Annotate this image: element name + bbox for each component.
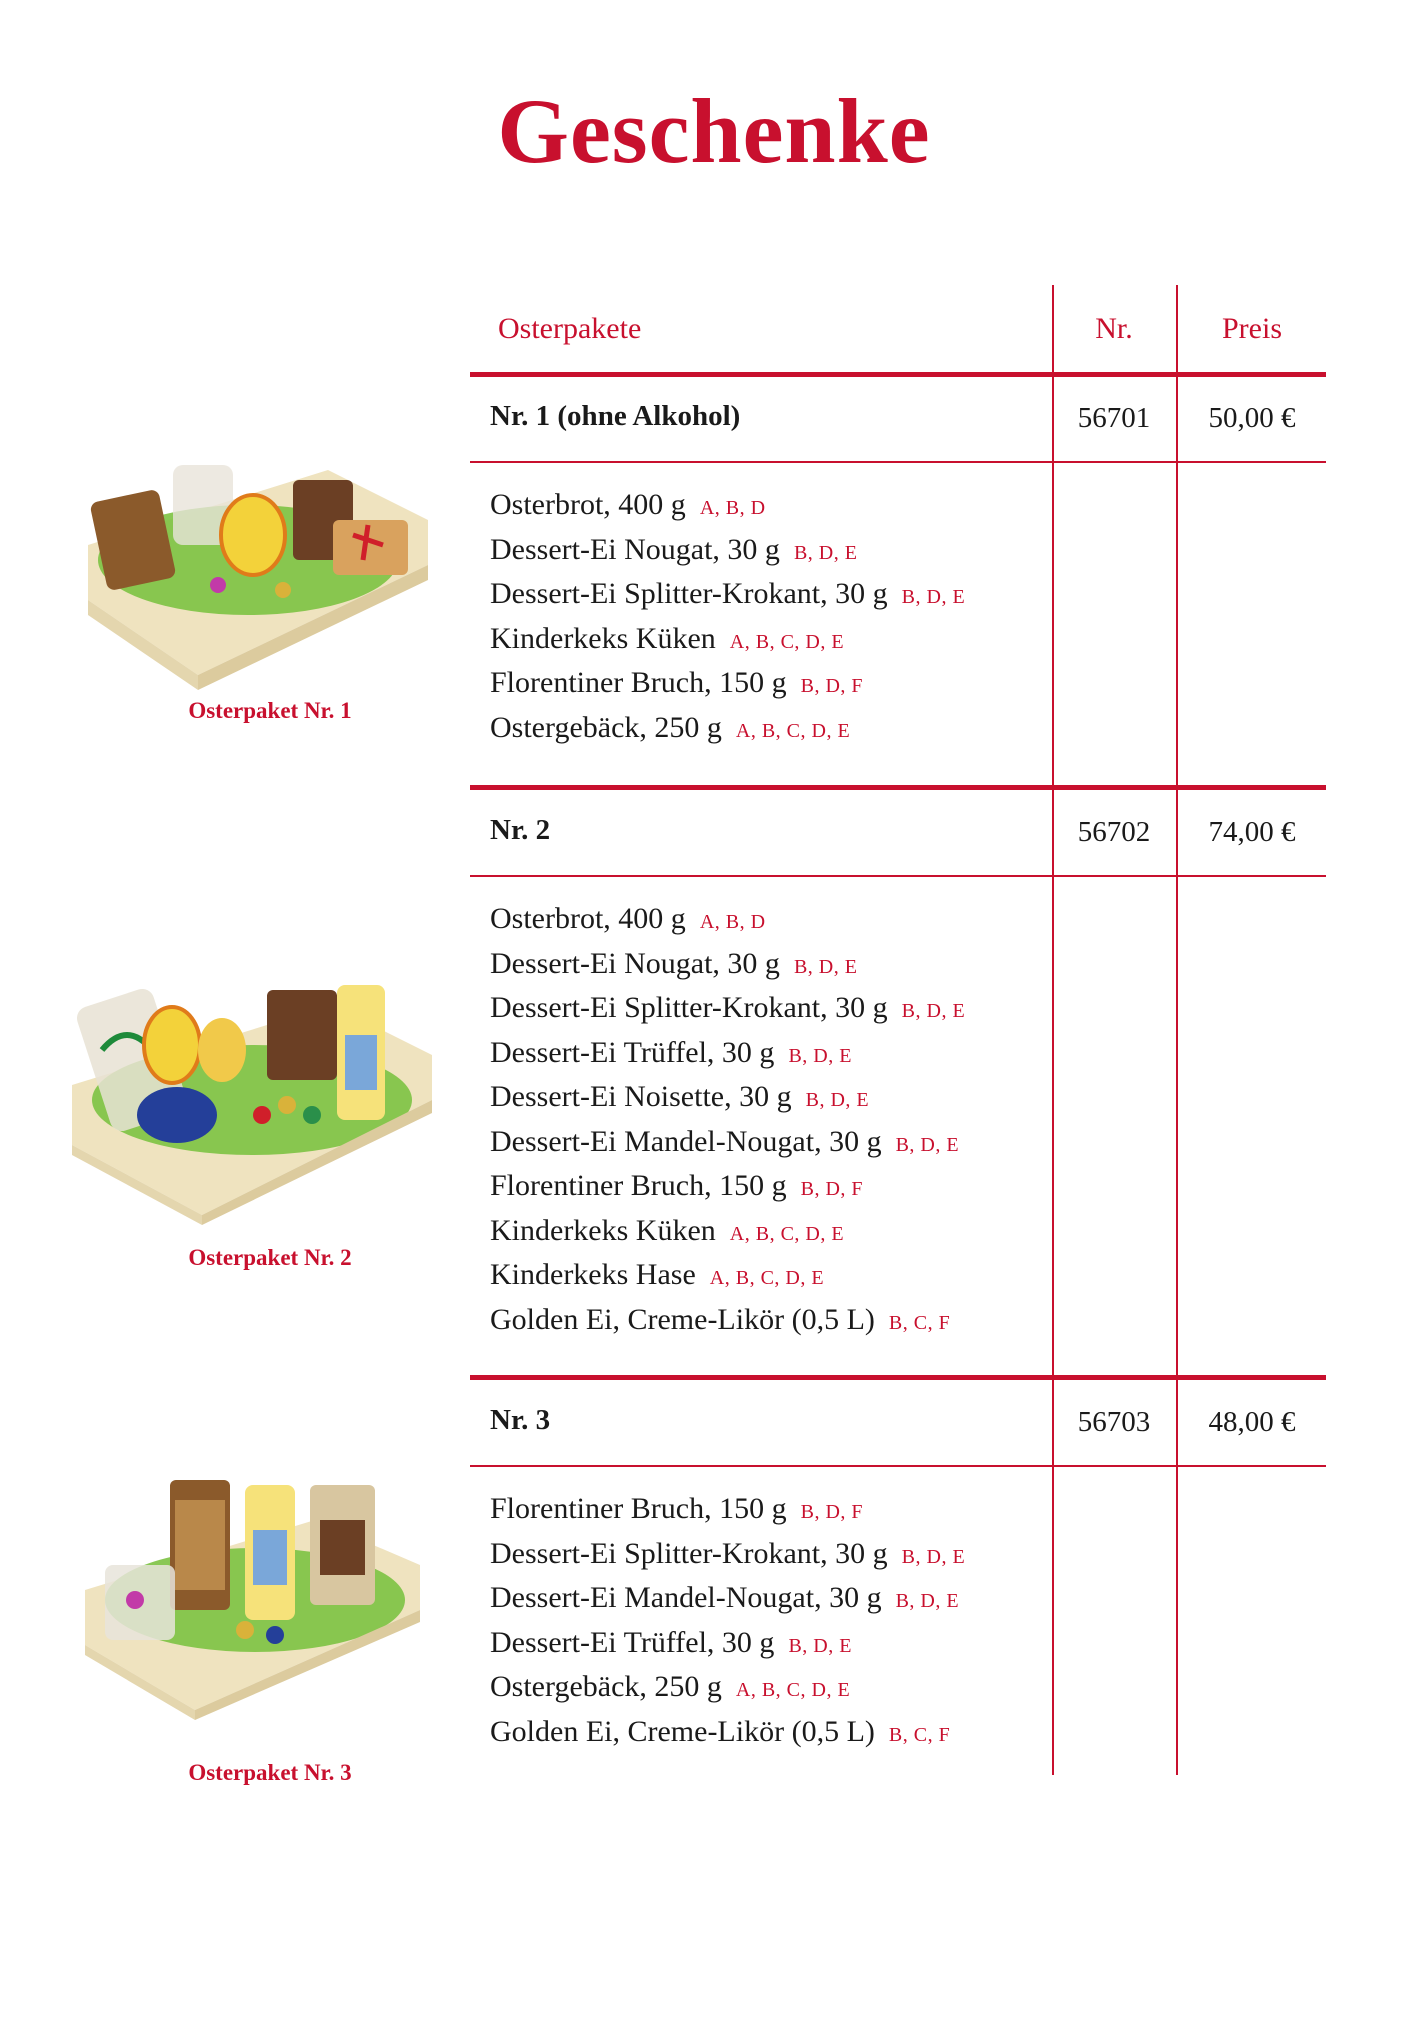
item-label: Osterbrot, 400 g — [490, 902, 686, 935]
allergen-codes: A, B, C, D, E — [709, 1267, 825, 1289]
item-label: Osterbrot, 400 g — [490, 488, 686, 521]
item-label: Dessert-Ei Splitter-Krokant, 30 g — [490, 991, 888, 1024]
image-caption: Osterpaket Nr. 3 — [188, 1760, 352, 1785]
column-header-nr: Nr. — [1095, 312, 1133, 345]
package-name: Nr. 1 (ohne Alkohol) — [490, 400, 741, 432]
package-price: 50,00 € — [1208, 402, 1296, 434]
item-label: Dessert-Ei Splitter-Krokant, 30 g — [490, 1536, 888, 1570]
item-label: Dessert-Ei Nougat, 30 g — [490, 946, 780, 980]
list-item — [490, 1537, 965, 1582]
list-item — [490, 1036, 965, 1081]
item-label: Dessert-Ei Mandel-Nougat, 30 g — [490, 1581, 882, 1614]
list-item — [490, 711, 965, 756]
allergen-codes: B, D, E — [793, 955, 858, 978]
allergen-codes: B, D, E — [895, 1133, 960, 1156]
item-label: Florentiner Bruch, 150 g — [490, 666, 787, 699]
allergen-codes: B, D, E — [901, 1545, 966, 1568]
item-label: Dessert-Ei Splitter-Krokant, 30 g — [490, 577, 888, 610]
package-header-rule — [470, 875, 1326, 877]
item-label: Kinderkeks Küken — [490, 1213, 716, 1247]
list-item — [490, 1214, 965, 1259]
list-item — [490, 902, 965, 947]
package-number: 56703 — [1077, 1406, 1151, 1438]
package-header-rule — [470, 1465, 1326, 1467]
package-number: 56702 — [1077, 816, 1151, 848]
allergen-codes: A, B, C, D, E — [729, 1222, 845, 1245]
allergen-codes: A, B, D — [699, 497, 766, 519]
allergen-codes: A, B, C, D, E — [729, 630, 845, 653]
allergen-codes: B, D, E — [788, 1634, 852, 1657]
package-item-list — [490, 902, 965, 1347]
item-label: Ostergebäck, 250 g — [490, 1670, 722, 1703]
item-label: Florentiner Bruch, 150 g — [490, 1492, 787, 1525]
package-top-rule — [470, 1375, 1326, 1380]
item-label: Dessert-Ei Trüffel, 30 g — [490, 1035, 775, 1069]
gift-basket-image — [75, 1460, 435, 1720]
allergen-codes: B, D, E — [901, 1000, 966, 1022]
list-item — [490, 1492, 965, 1537]
package-number: 56701 — [1077, 402, 1151, 434]
list-item — [490, 1581, 965, 1626]
allergen-codes: B, D, E — [788, 1044, 852, 1067]
list-item — [490, 947, 965, 992]
package-price: 74,00 € — [1208, 816, 1296, 848]
item-label: Florentiner Bruch, 150 g — [490, 1169, 787, 1202]
image-caption: Osterpaket Nr. 1 — [188, 698, 352, 723]
list-item — [490, 577, 965, 622]
list-item — [490, 1080, 965, 1125]
package-header-rule — [470, 461, 1326, 463]
item-label: Dessert-Ei Trüffel, 30 g — [490, 1625, 775, 1659]
allergen-codes: B, D, F — [800, 1178, 864, 1200]
list-item — [490, 1258, 965, 1303]
list-item — [490, 991, 965, 1036]
list-item — [490, 1670, 965, 1715]
column-header-name: Osterpakete — [498, 312, 642, 345]
package-price: 48,00 € — [1208, 1406, 1296, 1438]
gift-basket-image — [62, 955, 442, 1225]
item-label: Ostergebäck, 250 g — [490, 710, 722, 744]
package-top-rule — [470, 785, 1326, 790]
page-title: Geschenke — [497, 80, 931, 182]
column-header-price: Preis — [1222, 312, 1282, 345]
allergen-codes: A, B, C, D, E — [735, 719, 851, 742]
list-item — [490, 1169, 965, 1214]
package-item-list — [490, 488, 965, 755]
list-item — [490, 488, 965, 533]
list-item — [490, 1626, 965, 1671]
column-divider-price — [1176, 285, 1178, 1775]
allergen-codes: B, D, F — [800, 675, 864, 697]
allergen-codes: B, C, F — [888, 1723, 951, 1746]
package-top-rule — [470, 372, 1326, 377]
list-item — [490, 666, 965, 711]
item-label: Dessert-Ei Noisette, 30 g — [490, 1080, 792, 1113]
package-item-list — [490, 1492, 965, 1759]
allergen-codes: B, D, E — [805, 1089, 870, 1111]
item-label: Dessert-Ei Nougat, 30 g — [490, 532, 780, 566]
item-label: Kinderkeks Hase — [490, 1258, 696, 1291]
item-label: Golden Ei, Creme-Likör (0,5 L) — [490, 1302, 875, 1336]
item-label: Golden Ei, Creme-Likör (0,5 L) — [490, 1714, 875, 1748]
list-item — [490, 533, 965, 578]
allergen-codes: B, D, F — [800, 1501, 864, 1523]
allergen-codes: B, D, E — [901, 586, 966, 608]
image-caption: Osterpaket Nr. 2 — [188, 1245, 352, 1270]
list-item — [490, 622, 965, 667]
package-name: Nr. 3 — [490, 1404, 551, 1436]
allergen-codes: A, B, C, D, E — [735, 1679, 851, 1701]
list-item — [490, 1125, 965, 1170]
item-label: Dessert-Ei Mandel-Nougat, 30 g — [490, 1124, 882, 1158]
list-item — [490, 1303, 965, 1348]
allergen-codes: A, B, D — [699, 911, 766, 933]
item-label: Kinderkeks Küken — [490, 621, 716, 655]
column-divider-nr — [1052, 285, 1054, 1775]
package-name: Nr. 2 — [490, 814, 551, 846]
list-item — [490, 1715, 965, 1760]
allergen-codes: B, D, E — [895, 1590, 960, 1612]
allergen-codes: B, C, F — [888, 1311, 951, 1334]
gift-basket-image — [78, 425, 438, 690]
allergen-codes: B, D, E — [793, 541, 858, 564]
